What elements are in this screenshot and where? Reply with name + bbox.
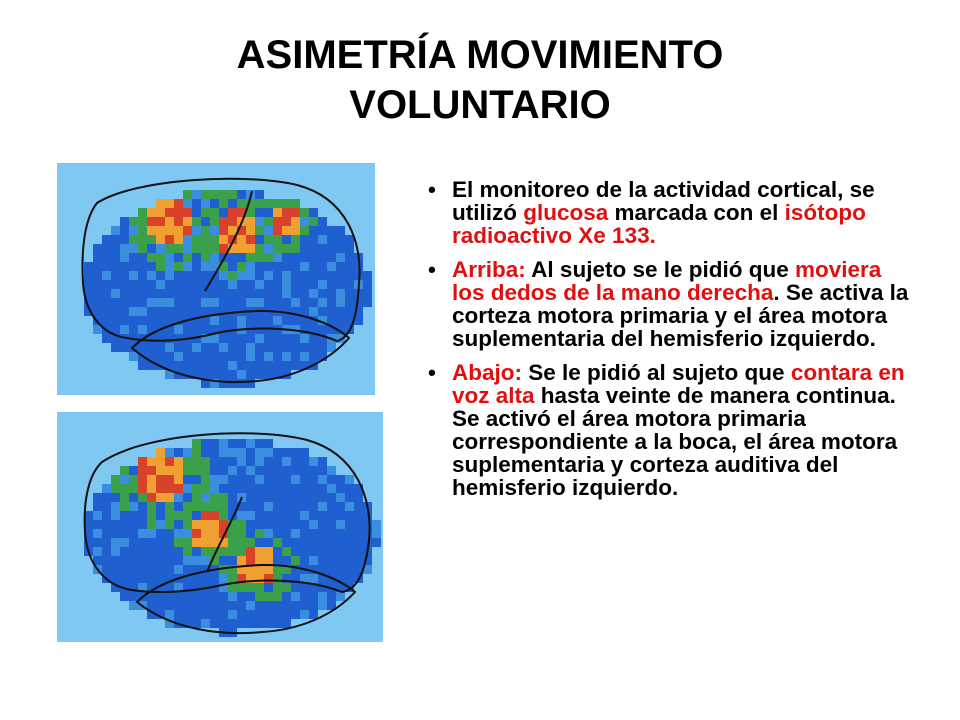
slide-title-line-1: ASIMETRÍA MOVIMIENTO (236, 33, 724, 77)
bullet-2-seg-3: moviera los dedos de la mano derecha (452, 257, 882, 305)
bullet-2-seg-2: Al sujeto se le pidió que (525, 257, 795, 282)
bullet-2-seg-4: . Se activa la corteza motora primaria y el área motora suplementaria del hemisferio izquierdo. (452, 280, 909, 351)
bullet-1-seg-2: glucosa (523, 200, 609, 225)
bullet-1-seg-3: marcada con el (608, 200, 785, 225)
bullet-dot-icon: • (428, 360, 436, 385)
bullet-dot-icon: • (428, 257, 436, 282)
bullet-list (424, 178, 914, 510)
bullet-item-1 (424, 178, 914, 247)
bullet-3-seg-4: hasta veinte de manera continua. Se activó el área motora primaria correspondiente a la boca, el área motora suplementaria y corteza auditiva del hemisferio izquierdo. (452, 383, 898, 500)
brain-scan-top (57, 163, 375, 395)
bullet-3-seg-3: contara en voz alta (452, 360, 905, 408)
bullet-2-seg-1: Arriba: (452, 257, 526, 282)
bullet-item-3 (424, 361, 914, 499)
slide-title-line-2: VOLUNTARIO (349, 83, 611, 127)
bullet-1-seg-4: isótopo radioactivo Xe 133. (452, 200, 866, 248)
bullet-3-seg-1: Abajo: (452, 360, 522, 385)
bullet-1-seg-1: El monitoreo de la actividad cortical, se utilizó (452, 177, 875, 225)
bullet-item-2 (424, 258, 914, 350)
bullet-3-seg-2: Se le pidió al sujeto que (522, 360, 791, 385)
brain-scan-bottom (57, 412, 383, 642)
slide-title (0, 30, 960, 130)
bullet-dot-icon: • (428, 177, 436, 202)
